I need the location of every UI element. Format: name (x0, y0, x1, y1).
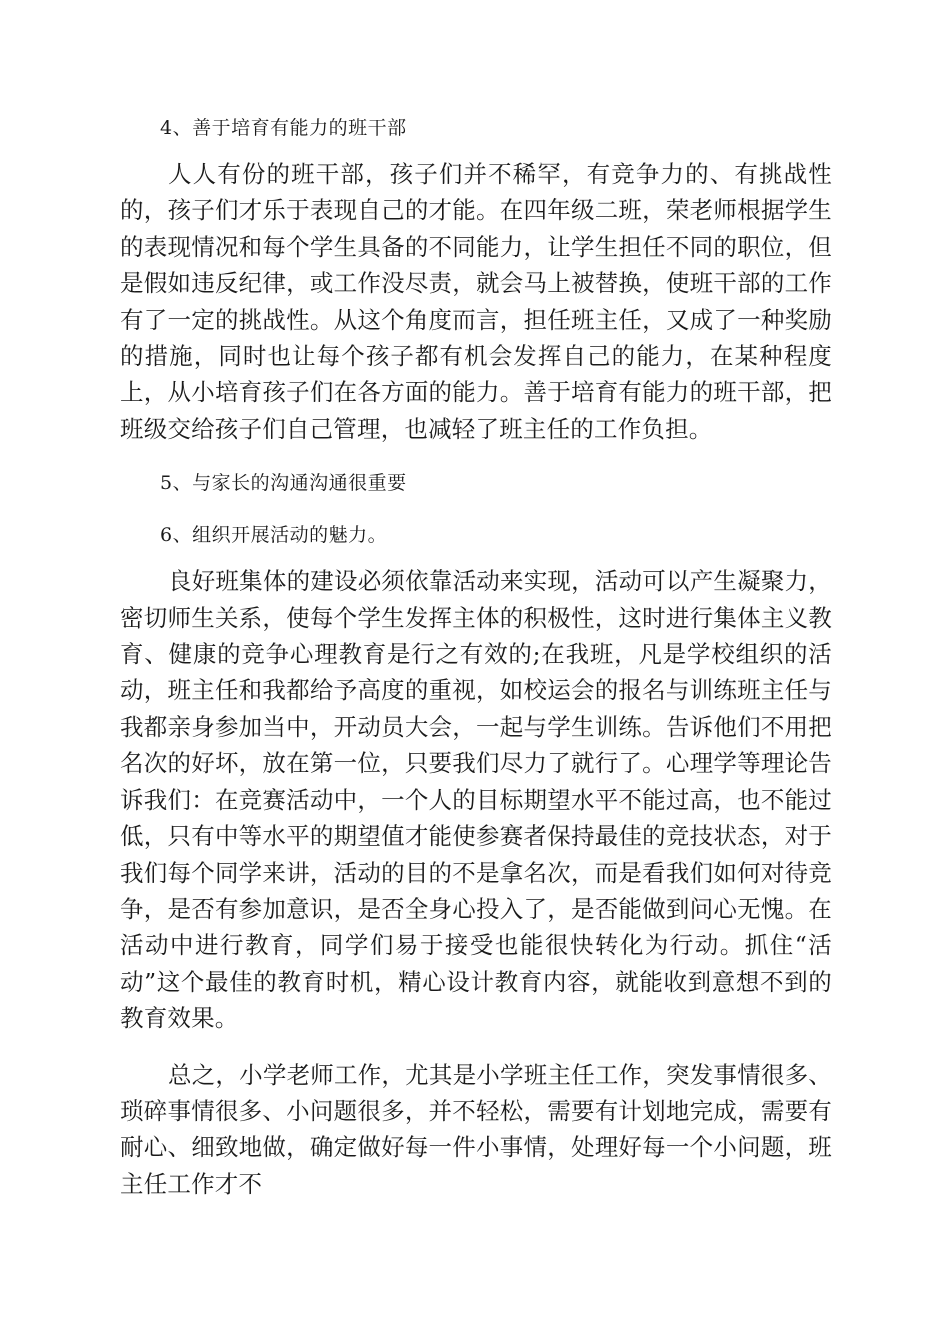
section-paragraph-6: 良好班集体的建设必须依靠活动来实现，活动可以产生凝聚力，密切师生关系，使每个学生发挥主体的积极性，这时进行集体主义教育、健康的竞争心理教育是行之有效的;在我班，凡是学校组织的活动，班主任和我都给予高度的重视，如校运会的报名与训练班主任与我都亲身参加当中，开动员大会，一起与学生训练。告诉他们不用把名次的好坏，放在第一位，只要我们尽力了就行了。心理学等理论告诉我们：在竞赛活动中，一个人的目标期望水平不能过高，也不能过低，只有中等水平的期望值才能使参赛者保持最佳的竞技状态，对于我们每个同学来讲，活动的目的不是拿名次，而是看我们如何对待竞争，是否有参加意识，是否全身心投入了，是否能做到问心无愧。在活动中进行教育，同学们易于接受也能很快转化为行动。抓住“活动”这个最佳的教育时机，精心设计教育内容，就能收到意想不到的教育效果。 (120, 567, 832, 1033)
section-heading-6: 6、组织开展活动的魅力。 (160, 524, 388, 547)
section-paragraph-4: 人人有份的班干部，孩子们并不稀罕，有竞争力的、有挑战性的，孩子们才乐于表现自己的才能。在四年级二班，荣老师根据学生的表现情况和每个学生具备的不同能力，让学生担任不同的职位，但是假如违反纪律，或工作没尽责，就会马上被替换，使班干部的工作有了一定的挑战性。从这个角度而言，担任班主任，又成了一种奖励的措施，同时也让每个孩子都有机会发挥自己的能力，在某种程度上，从小培育孩子们在各方面的能力。善于培育有能力的班干部，把班级交给孩子们自己管理，也减轻了班主任的工作负担。 (120, 160, 832, 443)
section-heading-4: 4、善于培育有能力的班干部 (160, 117, 407, 139)
conclusion-paragraph: 总之，小学老师工作，尤其是小学班主任工作，突发事情很多、琐碎事情很多、小问题很多，并不轻松，需要有计划地完成，需要有耐心、细致地做，确定做好每一件小事情，处理好每一个小问题，班主任工作才不 (120, 1060, 832, 1198)
section-heading-5: 5、与家长的沟通沟通很重要 (160, 472, 407, 495)
document-body (120, 112, 832, 1214)
